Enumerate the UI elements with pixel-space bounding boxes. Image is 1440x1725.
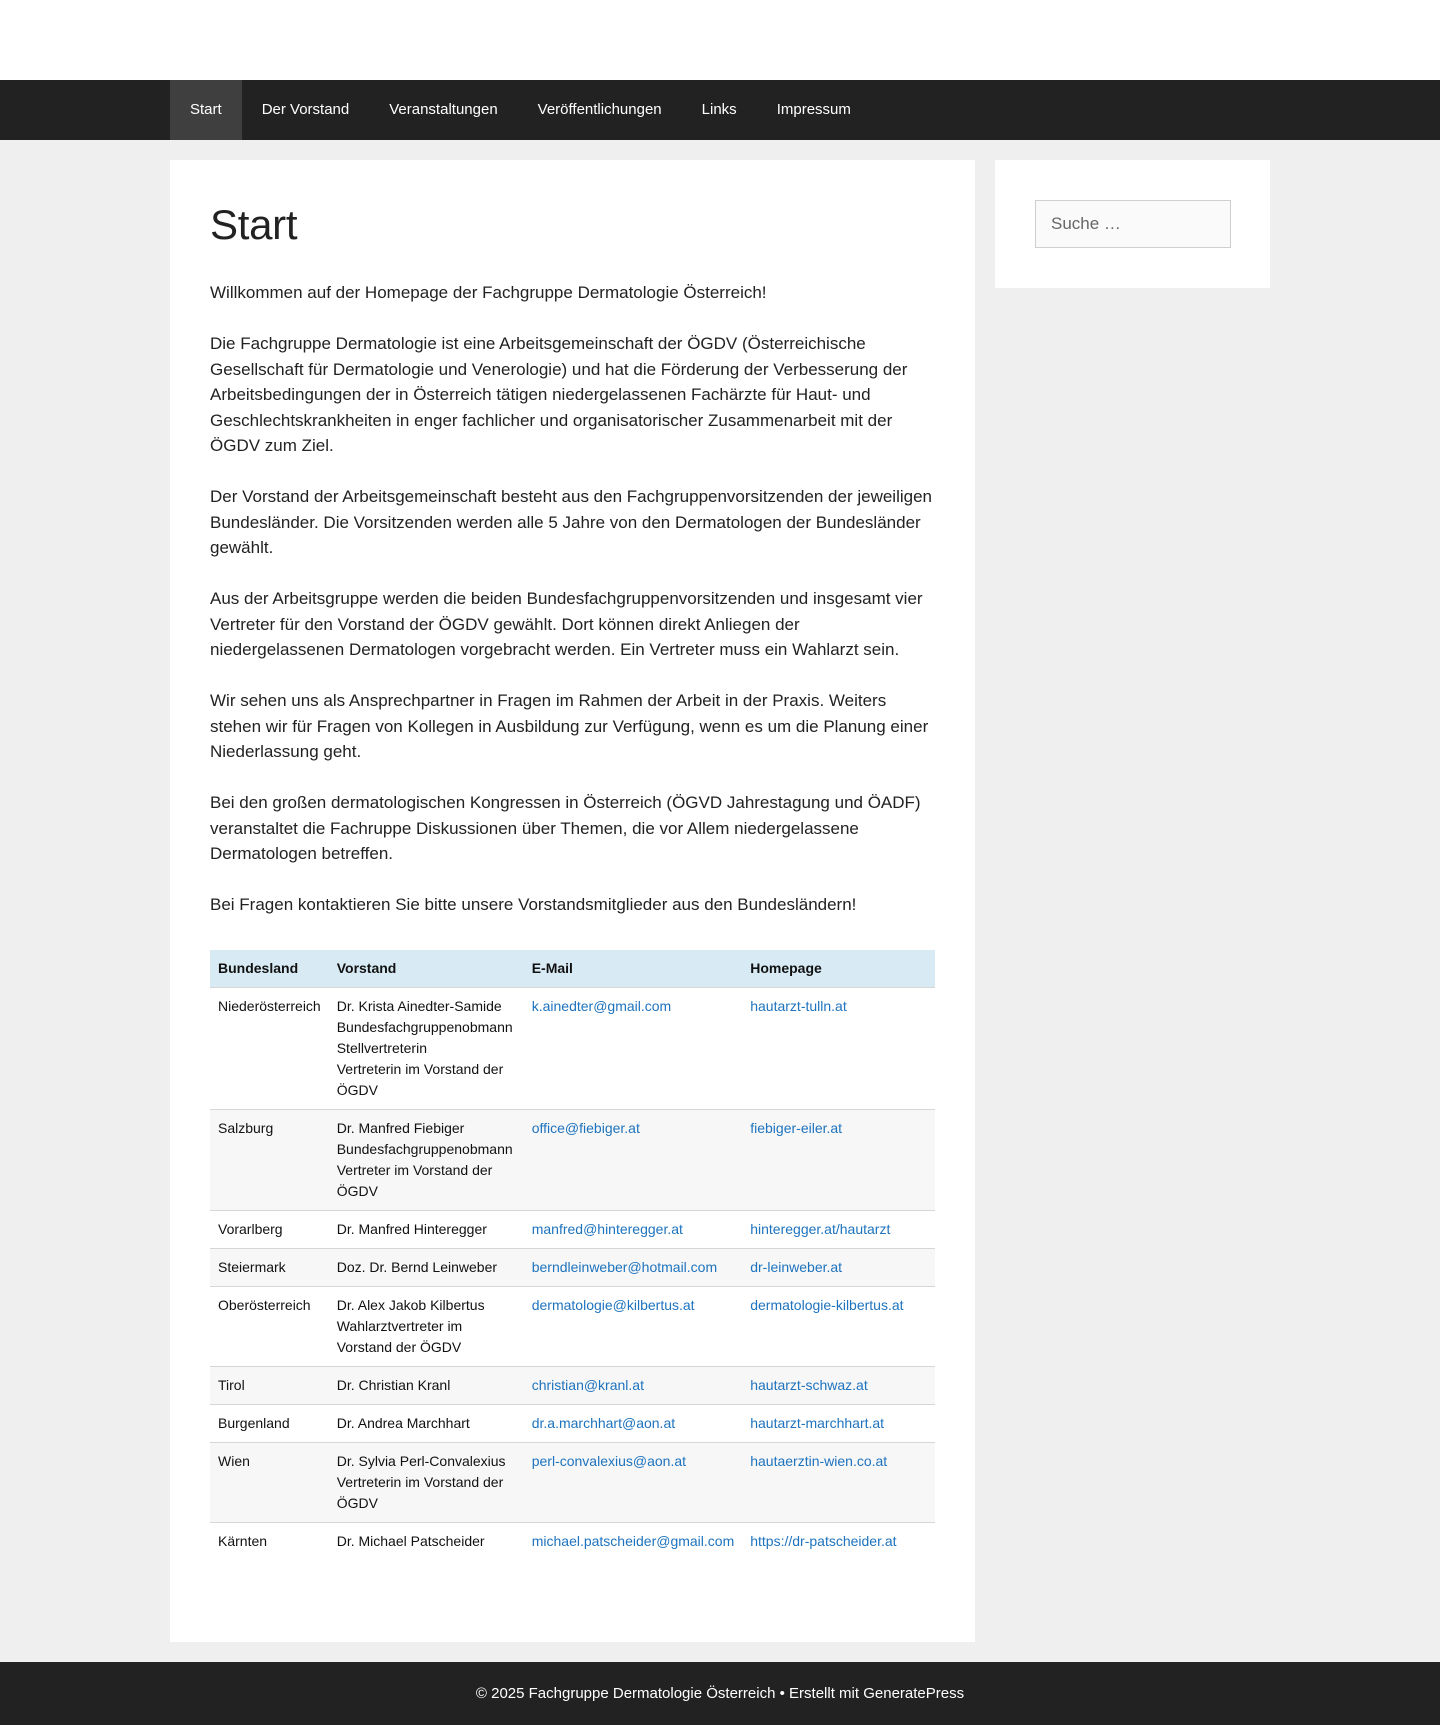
board-member-role: Vertreter im Vorstand der ÖGDV: [336, 1162, 493, 1200]
table-row: [210, 1211, 935, 1249]
email-link[interactable]: perl-convalexius@aon.at: [531, 1453, 687, 1470]
email-link[interactable]: dermatologie@kilbertus.at: [531, 1297, 695, 1314]
site-footer: [0, 1662, 1440, 1725]
cell-bundesland: Burgenland: [210, 1405, 329, 1443]
email-link[interactable]: manfred@hinteregger.at: [531, 1221, 683, 1238]
cell-homepage: [742, 1211, 935, 1249]
board-member-role: Bundesfachgruppenobmann: [336, 1141, 513, 1158]
cell-vorstand: [329, 1110, 524, 1211]
footer-copyright: © 2025 Fachgruppe Dermatologie Österreich: [475, 1685, 776, 1702]
cell-bundesland: Salzburg: [210, 1110, 329, 1211]
page-title: Start: [210, 201, 298, 248]
homepage-link[interactable]: fiebiger-eiler.at: [750, 1120, 843, 1137]
cell-vorstand: [329, 1249, 524, 1287]
cell-bundesland: Tirol: [210, 1367, 329, 1405]
cell-homepage: [742, 988, 935, 1110]
cell-homepage: [742, 1523, 935, 1561]
paragraph-contact-person: Wir sehen uns als Ansprechpartner in Fragen im Rahmen der Arbeit in der Praxis. Weiters stehen wir für Fragen von Kollegen in Ausbildung zur Verfügung, wenn es um die Planung einer Niederlassung geht.: [210, 691, 929, 762]
board-member-name: Dr. Manfred Fiebiger: [336, 1120, 465, 1137]
column-header-homepage: Homepage: [742, 950, 935, 988]
column-header-email: E-Mail: [524, 950, 743, 988]
email-link[interactable]: berndleinweber@hotmail.com: [531, 1259, 718, 1276]
column-header-bundesland: Bundesland: [210, 950, 329, 988]
cell-email: [524, 1367, 743, 1405]
cell-vorstand: [329, 1287, 524, 1367]
table-row: [210, 988, 935, 1110]
cell-vorstand: [329, 1443, 524, 1523]
nav-menu: [170, 80, 871, 140]
cell-email: [524, 1287, 743, 1367]
table-row: [210, 1443, 935, 1523]
nav-item-impressum[interactable]: Impressum: [776, 101, 851, 118]
table-row: [210, 1110, 935, 1211]
cell-email: [524, 1211, 743, 1249]
board-member-name: Dr. Christian Kranl: [336, 1377, 451, 1394]
sidebar: [995, 160, 1270, 288]
cell-email: [524, 1110, 743, 1211]
email-link[interactable]: michael.patscheider@gmail.com: [531, 1533, 735, 1550]
homepage-link[interactable]: hautaerztin-wien.co.at: [750, 1453, 888, 1470]
homepage-link[interactable]: hinteregger.at/hautarzt: [750, 1221, 891, 1238]
footer-credit-prefix: Erstellt mit: [789, 1685, 864, 1702]
column-header-vorstand: Vorstand: [329, 950, 524, 988]
table-header-row: [210, 950, 935, 988]
board-member-role: Vertreterin im Vorstand der ÖGDV: [336, 1474, 504, 1512]
email-link[interactable]: dr.a.marchhart@aon.at: [531, 1415, 676, 1432]
nav-item-veroeffentlichungen[interactable]: Veröffentlichungen: [537, 101, 662, 118]
board-member-name: Dr. Krista Ainedter-Samide: [336, 998, 502, 1015]
site-header: [0, 0, 1440, 80]
homepage-link[interactable]: dr-leinweber.at: [750, 1259, 843, 1276]
nav-item-links[interactable]: Links: [701, 101, 737, 118]
article: [210, 200, 935, 1560]
paragraph-welcome: Willkommen auf der Homepage der Fachgruppe Dermatologie Österreich!: [210, 283, 767, 303]
table-row: [210, 1405, 935, 1443]
cell-bundesland: Vorarlberg: [210, 1211, 329, 1249]
homepage-link[interactable]: hautarzt-tulln.at: [750, 998, 847, 1015]
cell-email: [524, 988, 743, 1110]
paragraph-about: Die Fachgruppe Dermatologie ist eine Arbeitsgemeinschaft der ÖGDV (Österreichische Gesellschaft für Dermatologie und Venerologie) und hat die Förderung der Verbesserung der Arbeitsbedingungen der in Österreich tätigen niedergelassenen Fachärzte für Haut- und Geschlechtskrankheiten in enger fachlicher und organisatorischer Zusammenarbeit mit der ÖGDV zum Ziel.: [210, 334, 908, 456]
board-member-name: Dr. Alex Jakob Kilbertus: [336, 1297, 485, 1314]
cell-email: [524, 1443, 743, 1523]
table-row: [210, 1523, 935, 1561]
board-member-name: Dr. Andrea Marchhart: [336, 1415, 470, 1432]
cell-homepage: [742, 1443, 935, 1523]
paragraph-questions: Bei Fragen kontaktieren Sie bitte unsere Vorstandsmitglieder aus den Bundesländern!: [210, 895, 857, 915]
email-link[interactable]: k.ainedter@gmail.com: [531, 998, 672, 1015]
cell-homepage: [742, 1405, 935, 1443]
cell-homepage: [742, 1287, 935, 1367]
homepage-link[interactable]: dermatologie-kilbertus.at: [750, 1297, 904, 1314]
board-member-name: Dr. Michael Patscheider: [336, 1533, 485, 1550]
email-link[interactable]: christian@kranl.at: [531, 1377, 644, 1394]
board-member-role: Wahlarztvertreter im Vorstand der ÖGDV: [336, 1318, 463, 1356]
cell-email: [524, 1523, 743, 1561]
footer-separator: •: [775, 1685, 790, 1702]
board-member-name: Doz. Dr. Bernd Leinweber: [336, 1259, 498, 1276]
cell-vorstand: [329, 1405, 524, 1443]
cell-vorstand: [329, 1523, 524, 1561]
board-member-role: Vertreterin im Vorstand der ÖGDV: [336, 1061, 504, 1099]
email-link[interactable]: office@fiebiger.at: [531, 1120, 640, 1137]
cell-vorstand: [329, 1211, 524, 1249]
board-member-name: Dr. Manfred Hinteregger: [336, 1221, 487, 1238]
cell-homepage: [742, 1110, 935, 1211]
cell-homepage: [742, 1249, 935, 1287]
homepage-link[interactable]: hautarzt-schwaz.at: [750, 1377, 868, 1394]
footer-generatepress-link[interactable]: GeneratePress: [863, 1685, 965, 1702]
paragraph-representatives: Aus der Arbeitsgruppe werden die beiden Bundesfachgruppenvorsitzenden und insgesamt vier Vertreter für den Vorstand der ÖGDV gewählt. Dort können direkt Anliegen der niedergelassenen Dermatologen vorgebracht werden. Ein Vertreter muss ein Wahlarzt sein.: [210, 589, 923, 660]
board-member-role: Bundesfachgruppenobmann Stellvertreterin: [336, 1019, 513, 1057]
homepage-link[interactable]: hautarzt-marchhart.at: [750, 1415, 885, 1432]
cell-bundesland: Oberösterreich: [210, 1287, 329, 1367]
table-row: [210, 1249, 935, 1287]
table-row: [210, 1287, 935, 1367]
nav-item-der-vorstand[interactable]: Der Vorstand: [261, 101, 350, 118]
main-content: [170, 160, 975, 1642]
board-contact-table: [210, 950, 935, 1561]
cell-bundesland: Niederösterreich: [210, 988, 329, 1110]
cell-vorstand: [329, 988, 524, 1110]
paragraph-board: Der Vorstand der Arbeitsgemeinschaft besteht aus den Fachgruppenvorsitzenden der jeweiligen Bundesländer. Die Vorsitzenden werden alle 5 Jahre von den Dermatologen der Bundesländer gewählt.: [210, 487, 932, 558]
paragraph-congresses: Bei den großen dermatologischen Kongressen in Österreich (ÖGVD Jahrestagung und ÖADF) veranstaltet die Fachruppe Diskussionen über Themen, die vor Allem niedergelassene Dermatologen betreffen.: [210, 793, 921, 864]
nav-item-veranstaltungen[interactable]: Veranstaltungen: [389, 101, 498, 118]
main-navigation: [0, 80, 1440, 140]
cell-bundesland: Kärnten: [210, 1523, 329, 1561]
cell-homepage: [742, 1367, 935, 1405]
intro-text: [210, 280, 935, 918]
cell-vorstand: [329, 1367, 524, 1405]
cell-bundesland: Wien: [210, 1443, 329, 1523]
board-member-name: Dr. Sylvia Perl-Convalexius: [336, 1453, 506, 1470]
cell-email: [524, 1249, 743, 1287]
nav-item-start[interactable]: Start: [170, 80, 242, 140]
homepage-link[interactable]: https://dr-patscheider.at: [750, 1533, 897, 1550]
cell-email: [524, 1405, 743, 1443]
search-input[interactable]: [1035, 200, 1231, 248]
table-row: [210, 1367, 935, 1405]
cell-bundesland: Steiermark: [210, 1249, 329, 1287]
